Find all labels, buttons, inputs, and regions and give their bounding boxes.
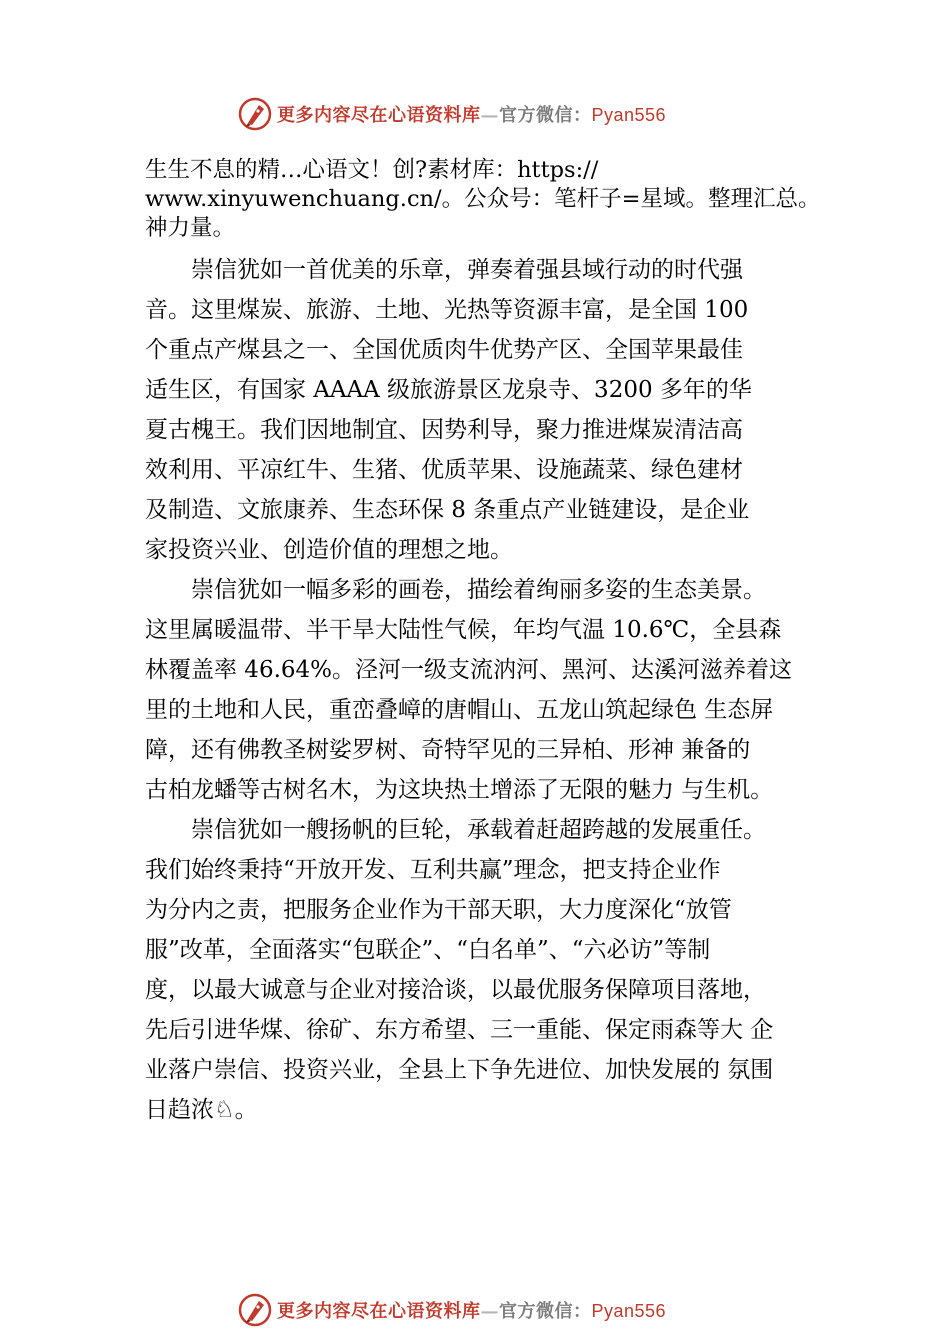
banner-title: 更多内容尽在心语资料库 [277,105,481,126]
body-line: 业落户崇信、投资兴业，全县上下争先进位、加快发展的 氛围 [145,1057,774,1083]
body-line: 效利用、平凉红牛、生猪、优质苹果、设施蔬菜、绿色建材 [145,457,743,483]
body-line: 度，以最大诚意与企业对接洽谈，以最优服务保障项目落地， [145,977,766,1003]
banner-official-label: 官方微信： [499,105,592,126]
pen-nib-icon [237,1292,273,1328]
body-line: 为分内之责，把服务企业作为干部天职，大力度深化“放管 [145,897,732,923]
body-line: 古柏龙蟠等古树名木，为这块热土增添了无限的魅力 与生机。 [145,777,774,803]
bottom-banner [237,1290,666,1330]
body-line: 日趋浓♘。 [145,1097,258,1123]
body-line: 障，还有佛教圣树娑罗树、奇特罕见的三异柏、形神 兼备的 [145,737,751,763]
body-line: 及制造、文旅康养、生态环保 8 条重点产业链建设，是企业 [145,497,750,523]
body-line: 我们始终秉持“开放开发、互利共赢”理念，把支持企业作 [145,857,721,883]
banner-wechat-handle: Pyan556 [591,105,667,125]
top-banner [237,94,666,134]
body-line: 家投资兴业、创造价值的理想之地。 [145,537,513,563]
body-line: 里的土地和人民，重峦叠嶂的唐帽山、五龙山筑起绿色 生态屏 [145,697,774,723]
body-line: 个重点产煤县之一、全国优质肉牛优势产区、全国苹果最佳 [145,337,743,363]
pen-nib-icon [237,96,273,132]
header-line: 神力量。 [145,215,236,241]
banner-text [277,101,666,127]
banner-official-label: 官方微信： [499,1301,592,1322]
body-line: 夏古槐王。我们因地制宜、因势利导，聚力推进煤炭清洁高 [145,417,743,443]
body-line: 崇信犹如一首优美的乐章，弹奏着强县域行动的时代强 [145,257,743,283]
body-line: 适生区，有国家 AAAA 级旅游景区龙泉寺、3200 多年的华 [145,377,752,403]
banner-separator: — [480,105,499,126]
header-line: www.xinyuwenchuang.cn/。公众号：笔杆子=星域。整理汇总。 [145,186,821,212]
banner-text [277,1297,666,1323]
body-line: 先后引进华煤、徐矿、东方希望、三一重能、保定雨森等大 企 [145,1017,774,1043]
body-line: 这里属暖温带、半干旱大陆性气候，年均气温 10.6℃，全县森 [145,617,782,643]
body-line: 服”改革，全面落实“包联企”、“白名单”、“六必访”等制 [145,937,711,963]
banner-separator: — [480,1301,499,1322]
body-line: 林覆盖率 46.64%。泾河一级支流汭河、黑河、达溪河滋养着这 [145,657,793,683]
header-line: 生生不息的精…心语文！创?素材库：https:// [145,157,599,183]
body-line: 音。这里煤炭、旅游、土地、光热等资源丰富，是全国 100 [145,297,749,323]
body-line: 崇信犹如一幅多彩的画卷，描绘着绚丽多姿的生态美景。 [145,577,766,603]
banner-title: 更多内容尽在心语资料库 [277,1301,481,1322]
banner-wechat-handle: Pyan556 [591,1301,667,1321]
body-line: 崇信犹如一艘扬帆的巨轮，承载着赶超跨越的发展重任。 [145,817,766,843]
